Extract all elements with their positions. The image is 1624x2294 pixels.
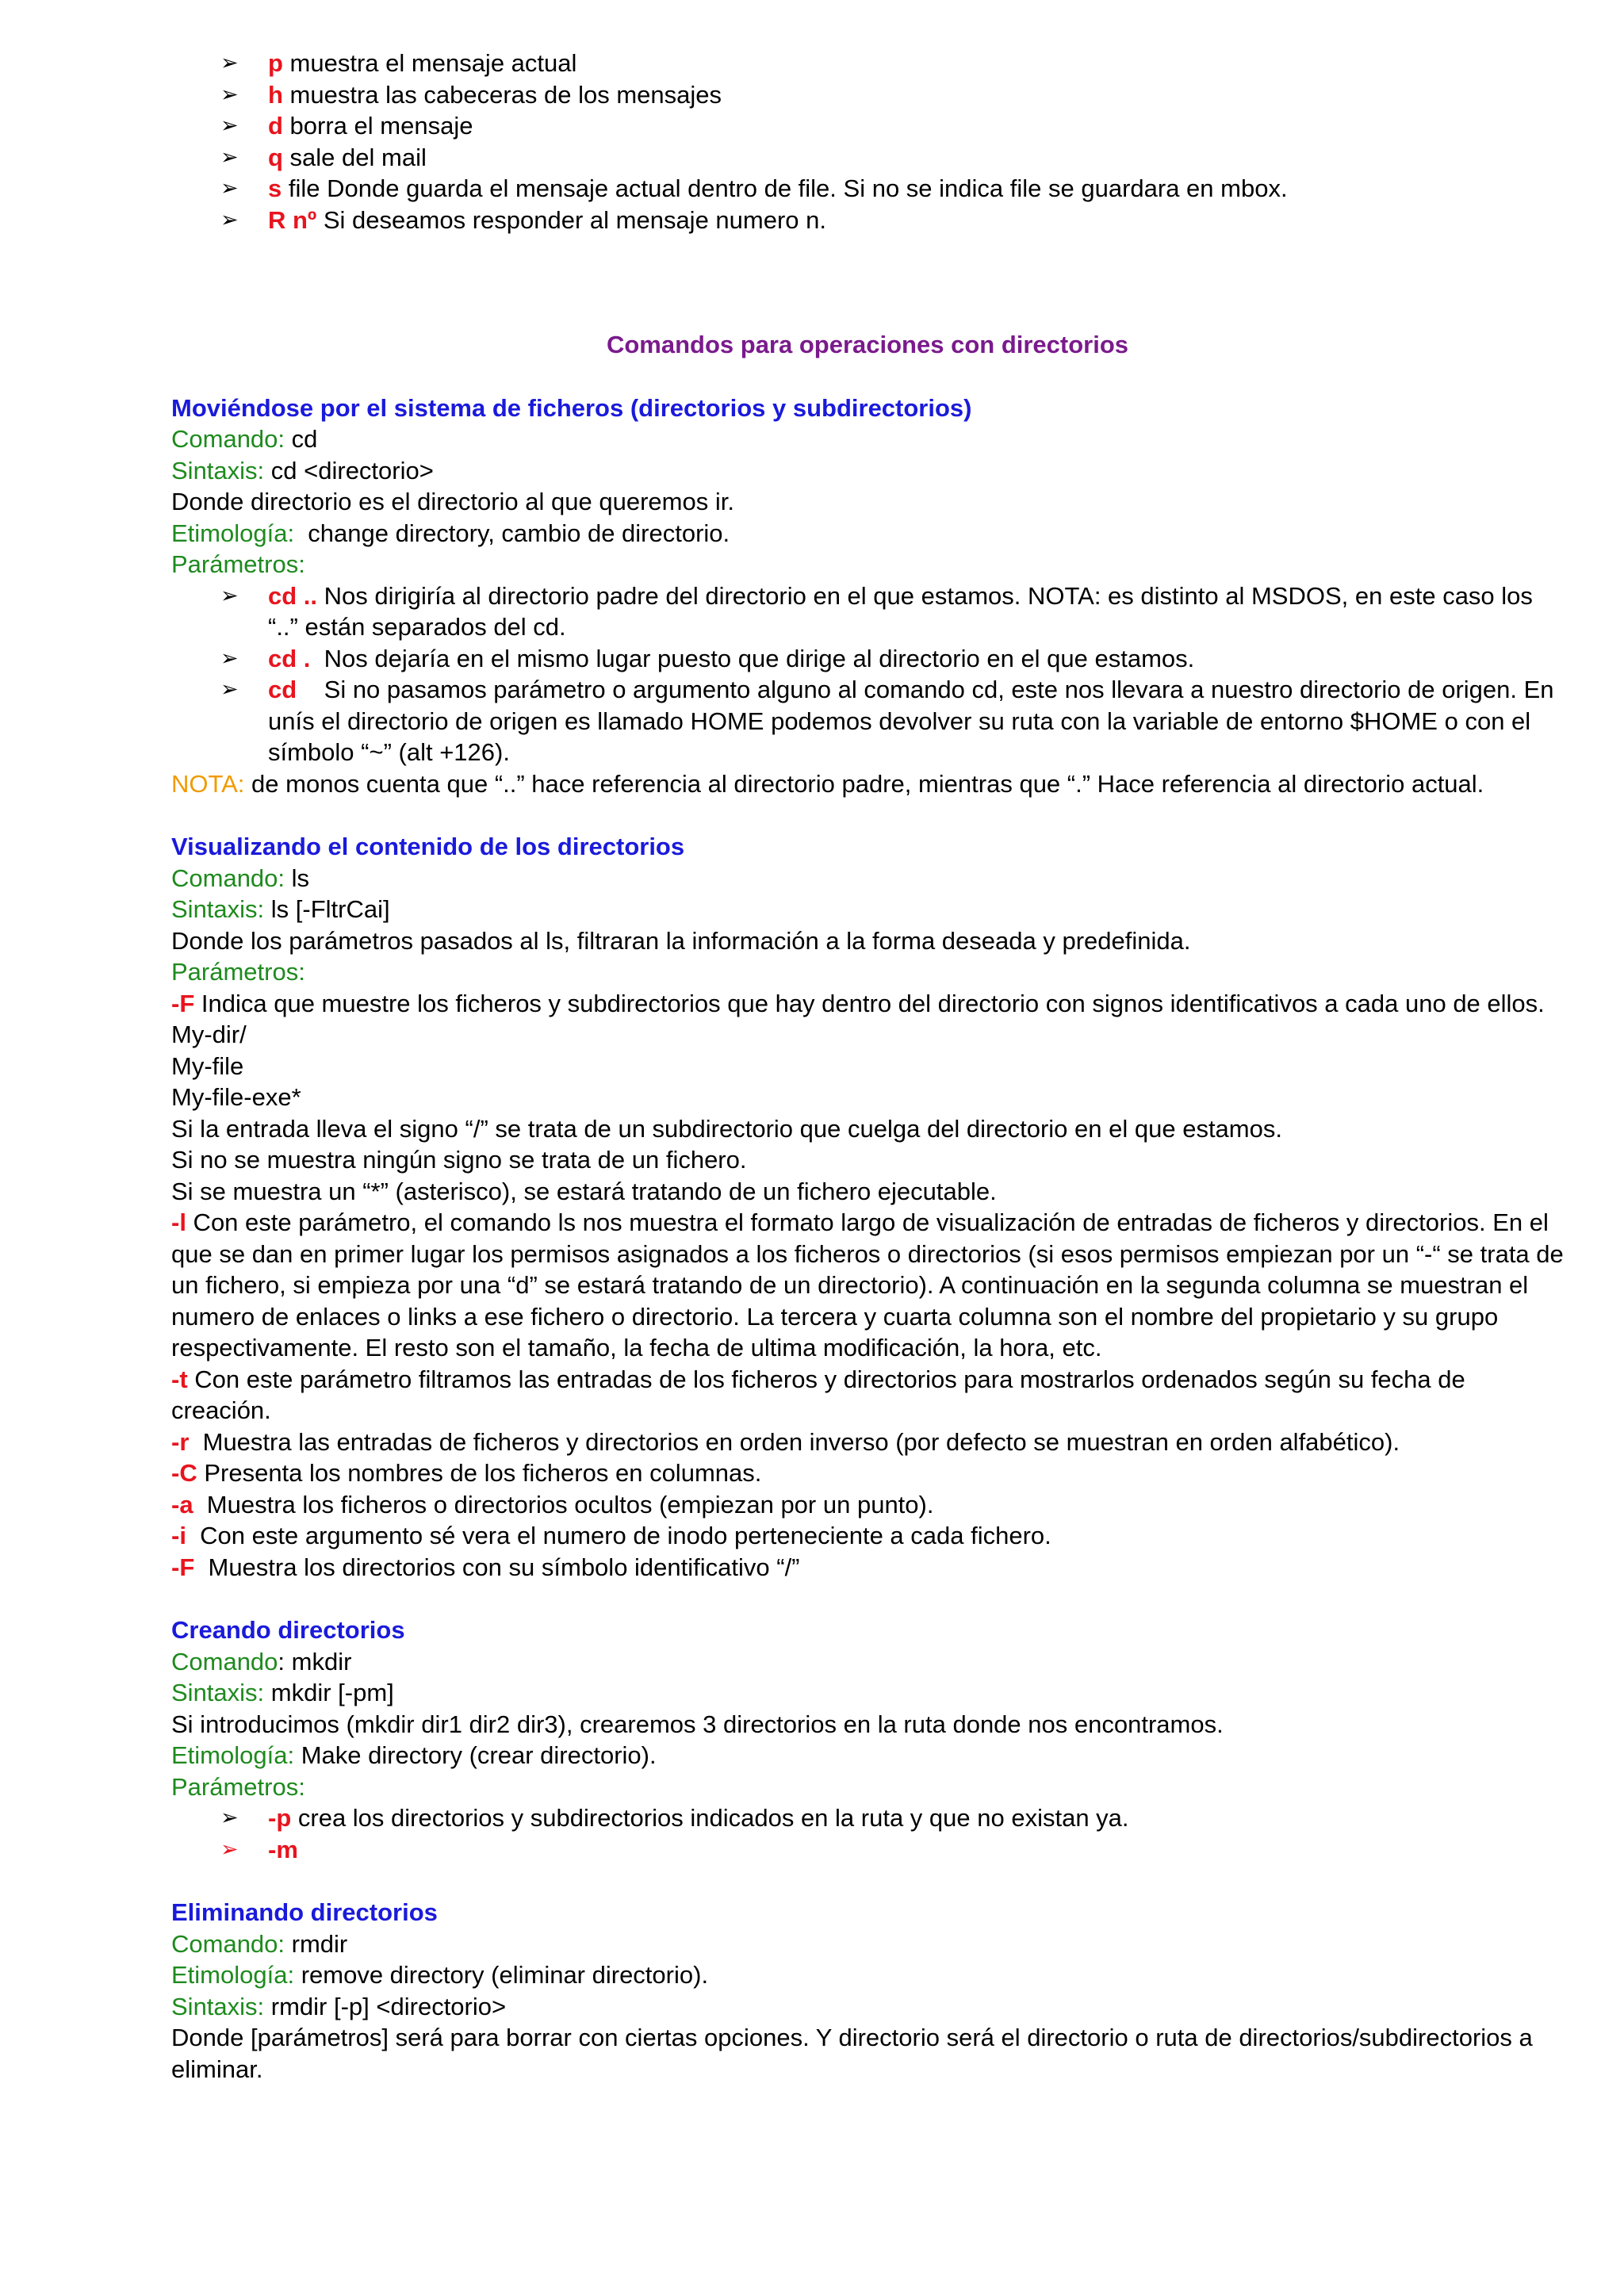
spacer [171, 1583, 1564, 1614]
document-page [171, 48, 1564, 2085]
etimologia-line [171, 1959, 1564, 1991]
command-description: borra el mensaje [282, 112, 473, 140]
arrow-bullet-icon: ➢ [220, 51, 239, 75]
comando-line [171, 863, 1564, 894]
flag-name: -a [171, 1490, 193, 1518]
flag-description: Muestra las entradas de ficheros y directorios en orden inverso (por defecto se muestran en orden alfabético). [189, 1427, 1400, 1456]
sintaxis-line [171, 1991, 1564, 2023]
flag-name: -F [171, 1553, 195, 1581]
arrow-bullet-icon: ➢ [220, 645, 239, 670]
flag-description: Muestra los directorios con su símbolo identificativo “/” [194, 1553, 800, 1581]
param-paragraph [171, 1427, 1564, 1458]
comando-label: Comando: [171, 864, 285, 892]
etimologia-value: Make directory (crear directorio). [294, 1741, 657, 1769]
etimologia-label: Etimología: [171, 519, 295, 547]
description: Donde los parámetros pasados al ls, filtraran la información a la forma deseada y predefinida. [171, 926, 1191, 955]
explanation-line: Si se muestra un “*” (asterisco), se estará tratando de un fichero ejecutable. [171, 1177, 997, 1205]
comando-line [171, 423, 1564, 455]
param-paragraph [171, 1520, 1564, 1552]
command-name: s [268, 174, 282, 202]
example-entry: My-file [171, 1051, 244, 1080]
comando-value: : mkdir [278, 1647, 352, 1676]
arrow-bullet-icon: ➢ [220, 82, 239, 106]
flag-name: -C [171, 1459, 197, 1487]
list-item [220, 110, 1564, 142]
spacer [171, 361, 1564, 393]
command-description: sale del mail [282, 143, 427, 171]
page-title: Comandos para operaciones con directorios [606, 331, 1129, 358]
list-item [220, 48, 1564, 79]
flag-description: Indica que muestre los ficheros y subdirectorios que hay dentro del directorio con signos identificativos a cada uno de ellos. [194, 989, 1545, 1017]
command-description: file Donde guarda el mensaje actual dentro de file. Si no se indica file se guardara en mbox. [282, 174, 1288, 202]
param-paragraph [171, 1552, 1564, 1584]
command-name: cd [268, 676, 297, 703]
nota-paragraph [171, 768, 1564, 800]
command-name: cd .. [268, 581, 318, 610]
command-description: muestra el mensaje actual [282, 49, 577, 77]
list-item [220, 1802, 1564, 1834]
spacer [171, 236, 1564, 329]
sintaxis-line [171, 894, 1564, 925]
command-name: p [268, 49, 283, 77]
list-item [220, 79, 1564, 111]
explanation-line: Si no se muestra ningún signo se trata de un fichero. [171, 1146, 747, 1174]
command-name: cd . [268, 644, 311, 672]
command-name: R nº [268, 205, 317, 234]
sintaxis-value: ls [-FltrCai] [264, 895, 390, 923]
command-description: muestra las cabeceras de los mensajes [282, 80, 722, 109]
section-cd [171, 393, 1564, 800]
param-paragraph [171, 988, 1564, 1020]
flag-name: -F [171, 989, 195, 1017]
param-paragraph [171, 1457, 1564, 1489]
section-ls [171, 831, 1564, 1583]
flag-name: -t [171, 1365, 188, 1393]
section-rmdir [171, 1897, 1564, 2085]
comando-value: ls [285, 864, 310, 892]
flag-description: Muestra los ficheros o directorios ocultos (empiezan por un punto). [193, 1490, 934, 1518]
comando-line [171, 1646, 1564, 1678]
flag-description: Con este parámetro filtramos las entradas de los ficheros y directorios para mostrarlos ordenados según su fecha de creación. [171, 1365, 1465, 1424]
command-description: crea los directorios y subdirectorios indicados en la ruta y que no existan ya. [291, 1804, 1129, 1832]
spacer [171, 799, 1564, 831]
section-mkdir [171, 1614, 1564, 1865]
spacer [171, 1865, 1564, 1897]
cd-param-list [171, 580, 1564, 768]
description: Donde directorio es el directorio al que queremos ir. [171, 488, 734, 515]
sintaxis-label: Sintaxis: [171, 895, 265, 923]
flag-name: -i [171, 1522, 186, 1549]
example-entry: My-dir/ [171, 1021, 247, 1048]
sintaxis-label: Sintaxis: [171, 456, 265, 484]
parametros-label: Parámetros: [171, 1772, 305, 1801]
list-item [220, 205, 1564, 236]
comando-value: rmdir [285, 1929, 348, 1958]
mkdir-param-list [171, 1802, 1564, 1865]
description: Donde [parámetros] será para borrar con ciertas opciones. Y directorio será el directorio o ruta de directorios/subdirectorios a eliminar. [171, 2024, 1533, 2083]
sintaxis-label: Sintaxis: [171, 1679, 265, 1706]
command-name: -m [268, 1835, 298, 1863]
parametros-label: Parámetros: [171, 550, 305, 578]
example-entry: My-file-exe* [171, 1083, 301, 1111]
command-description: Nos dejaría en el mismo lugar puesto que dirige al directorio en el que estamos. [310, 644, 1195, 672]
explanation-line: Si la entrada lleva el signo “/” se trata de un subdirectorio que cuelga del directorio en el que estamos. [171, 1114, 1282, 1143]
list-item [220, 580, 1564, 643]
sintaxis-label: Sintaxis: [171, 1992, 265, 2020]
flag-description: Con este parámetro, el comando ls nos muestra el formato largo de visualización de entradas de ficheros y directorios. En el que se dan en primer lugar los permisos asignados a los ficheros o directorios (si esos permisos empiezan por un “-“ se trata de un fichero, si empieza por una “d” se estará tratando de un directorio). A continuación en la segunda columna se muestran el numero de enlaces o links a ese fichero o directorio. La tercera y cuarta columna son el nombre del propietario y su grupo respectivamente. El resto son el tamaño, la fecha de ultima modificación, la hora, etc. [171, 1208, 1564, 1361]
command-name: q [268, 143, 283, 171]
arrow-bullet-icon: ➢ [220, 583, 239, 607]
command-description: Si deseamos responder al mensaje numero n. [316, 205, 827, 234]
nota-text: de monos cuenta que “..” hace referencia al directorio padre, mientras que “.” Hace referencia al directorio actual. [244, 769, 1484, 798]
arrow-bullet-icon: ➢ [220, 207, 239, 232]
etimologia-line [171, 518, 1564, 550]
sintaxis-value: cd <directorio> [264, 456, 434, 484]
arrow-bullet-icon: ➢ [220, 113, 239, 137]
etimologia-value: remove directory (eliminar directorio). [294, 1961, 709, 1989]
comando-label: Comando: [171, 425, 285, 453]
param-paragraph [171, 1364, 1564, 1427]
etimologia-value: change directory, cambio de directorio. [294, 519, 730, 547]
arrow-bullet-icon: ➢ [220, 176, 239, 200]
flag-description: Presenta los nombres de los ficheros en columnas. [197, 1459, 762, 1487]
param-paragraph [171, 1489, 1564, 1521]
section-heading: Moviéndose por el sistema de ficheros (directorios y subdirectorios) [171, 393, 972, 422]
comando-line [171, 1928, 1564, 1960]
command-description: Nos dirigiría al directorio padre del directorio en el que estamos. NOTA: es distinto al MSDOS, en este caso los “..” están separados del cd. [268, 581, 1533, 641]
mail-command-list [171, 48, 1564, 236]
param-paragraph [171, 1207, 1564, 1364]
list-item [220, 643, 1564, 675]
list-item [220, 142, 1564, 174]
command-name: -p [268, 1804, 292, 1832]
list-item [220, 173, 1564, 205]
list-item [220, 674, 1564, 768]
section-heading: Visualizando el contenido de los directorios [171, 833, 685, 860]
arrow-bullet-icon: ➢ [220, 1806, 239, 1829]
section-heading: Creando directorios [171, 1616, 405, 1644]
arrow-bullet-icon: ➢ [220, 677, 239, 701]
flag-name: -r [171, 1427, 190, 1456]
comando-label: Comando: [171, 1929, 285, 1958]
nota-label: NOTA: [171, 769, 245, 798]
description: Si introducimos (mkdir dir1 dir2 dir3), crearemos 3 directorios en la ruta donde nos encontramos. [171, 1710, 1224, 1738]
sintaxis-value: rmdir [-p] <directorio> [264, 1992, 507, 2020]
command-description: Si no pasamos parámetro o argumento alguno al comando cd, este nos llevara a nuestro directorio de origen. En unís el directorio de origen es llamado HOME podemos devolver su ruta con la variable de entorno $HOME o con el símbolo “~” (alt +126). [268, 676, 1561, 766]
etimologia-line [171, 1740, 1564, 1771]
sintaxis-line [171, 455, 1564, 487]
list-item [220, 1834, 1564, 1866]
flag-description: Con este argumento sé vera el numero de inodo perteneciente a cada fichero. [186, 1522, 1051, 1549]
comando-label: Comando [171, 1647, 278, 1676]
arrow-bullet-icon: ➢ [220, 144, 239, 169]
command-name: d [268, 112, 283, 140]
command-name: h [268, 80, 283, 109]
section-heading: Eliminando directorios [171, 1898, 438, 1926]
etimologia-label: Etimología: [171, 1741, 295, 1769]
arrow-bullet-icon: ➢ [220, 1836, 239, 1861]
sintaxis-value: mkdir [-pm] [264, 1679, 394, 1706]
flag-name: -l [171, 1208, 186, 1236]
etimologia-label: Etimología: [171, 1961, 295, 1989]
comando-value: cd [285, 425, 318, 453]
parametros-label: Parámetros: [171, 958, 305, 986]
sintaxis-line [171, 1677, 1564, 1709]
